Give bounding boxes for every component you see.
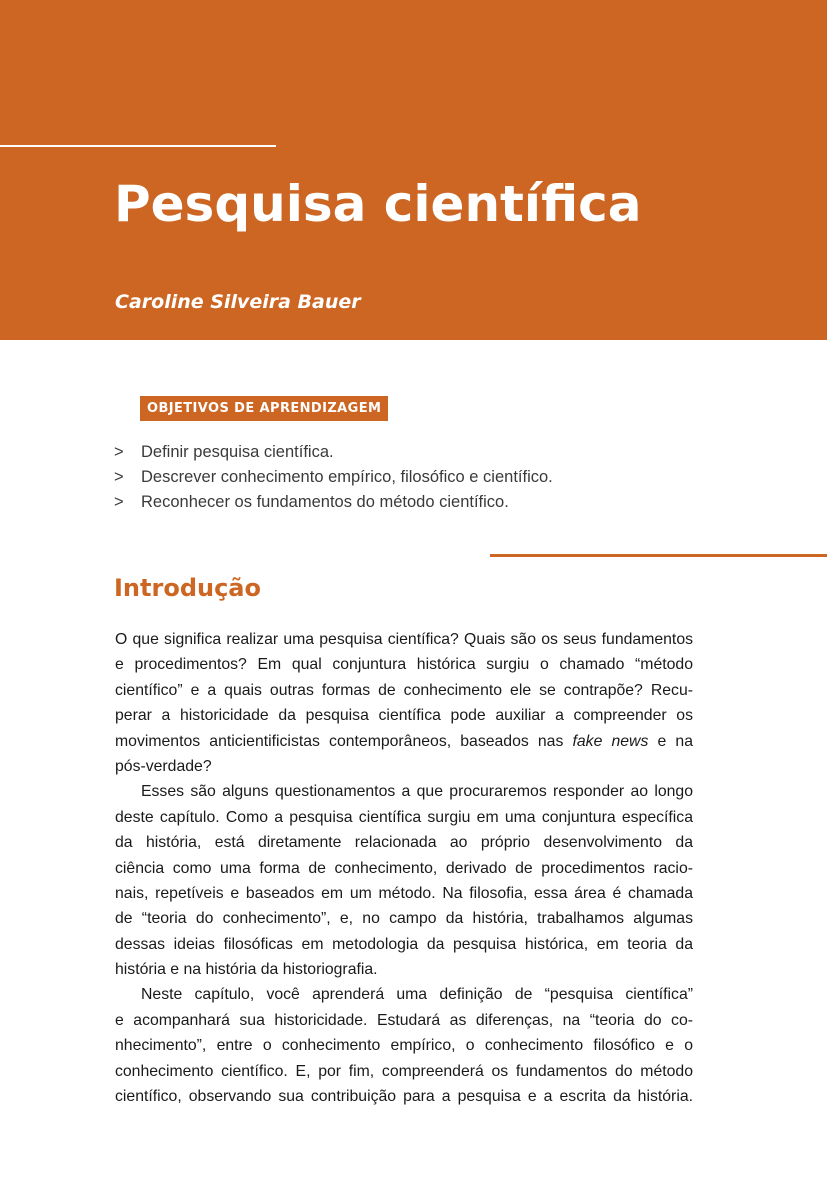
- text-line: e procedimentos? Em qual conjuntura histórica surgiu o chamado “método: [115, 656, 693, 674]
- text-line: [115, 729, 693, 754]
- paragraph-2: [115, 779, 693, 982]
- chapter-author: Caroline Silveira Bauer: [115, 291, 361, 313]
- chapter-title: Pesquisa científica: [114, 175, 642, 233]
- text-line: e acompanhará sua historicidade. Estudará as diferenças, na “teoria do co-: [115, 1011, 693, 1029]
- body-text: [115, 627, 693, 1109]
- text-segment: movimentos anticientificistas contemporâneos, baseados nas: [115, 732, 573, 750]
- text-line: Esses são alguns questionamentos a que procuraremos responder ao longo: [141, 783, 693, 801]
- text-line: nais, repetíveis e baseados em um método. Na filosofia, essa área é chamada: [115, 884, 693, 902]
- text-line: pós-verdade?: [115, 757, 212, 775]
- learning-objectives-heading: OBJETIVOS DE APRENDIZAGEM: [140, 396, 388, 421]
- text-segment: e na: [648, 732, 693, 750]
- chevron-right-icon: >: [114, 443, 124, 461]
- text-line: conhecimento científico. E, por fim, compreenderá os fundamentos do método: [115, 1062, 693, 1080]
- section-divider-line: [490, 554, 827, 557]
- text-line: Neste capítulo, você aprenderá uma definição de “pesquisa científica”: [141, 986, 693, 1004]
- text-line: da história, está diretamente relacionada ao próprio desenvolvimento da: [115, 834, 693, 852]
- text-line: história e na história da historiografia.: [115, 961, 378, 979]
- chevron-right-icon: >: [114, 493, 124, 511]
- objective-item: [114, 440, 553, 465]
- chapter-header-banner: [0, 0, 827, 340]
- text-line: dessas ideias filosóficas em metodologia da pesquisa histórica, em teoria da: [115, 935, 693, 953]
- text-line: deste capítulo. Como a pesquisa científica surgiu em uma conjuntura específica: [115, 808, 693, 826]
- text-line: ciência como uma forma de conhecimento, derivado de procedimentos racio-: [115, 859, 693, 877]
- emphasis-text: fake news: [572, 732, 649, 750]
- objective-item: [114, 465, 553, 490]
- text-line: nhecimento”, entre o conhecimento empírico, o conhecimento filosófico e o: [115, 1037, 693, 1055]
- objective-text: Reconhecer os fundamentos do método científico.: [141, 493, 509, 511]
- header-divider-line: [0, 145, 276, 147]
- objective-item: [114, 490, 553, 515]
- objective-text: Descrever conhecimento empírico, filosófico e científico.: [141, 468, 553, 486]
- text-line: de “teoria do conhecimento”, e, no campo da história, trabalhamos algumas: [115, 910, 693, 928]
- objective-text: Definir pesquisa científica.: [141, 443, 334, 461]
- learning-objectives-list: [114, 440, 553, 515]
- paragraph-3: [115, 982, 693, 1109]
- text-line: científico” e a quais outras formas de conhecimento ele se contrapõe? Recu-: [115, 681, 693, 699]
- text-line: O que significa realizar uma pesquisa científica? Quais são os seus fundamentos: [115, 631, 693, 648]
- text-line: científico, observando sua contribuição para a pesquisa e a escrita da história.: [115, 1088, 693, 1106]
- section-title: Introdução: [114, 574, 261, 602]
- text-line: perar a historicidade da pesquisa científica pode auxiliar a compreender os: [115, 707, 693, 725]
- chevron-right-icon: >: [114, 468, 124, 486]
- paragraph-1: [115, 627, 693, 779]
